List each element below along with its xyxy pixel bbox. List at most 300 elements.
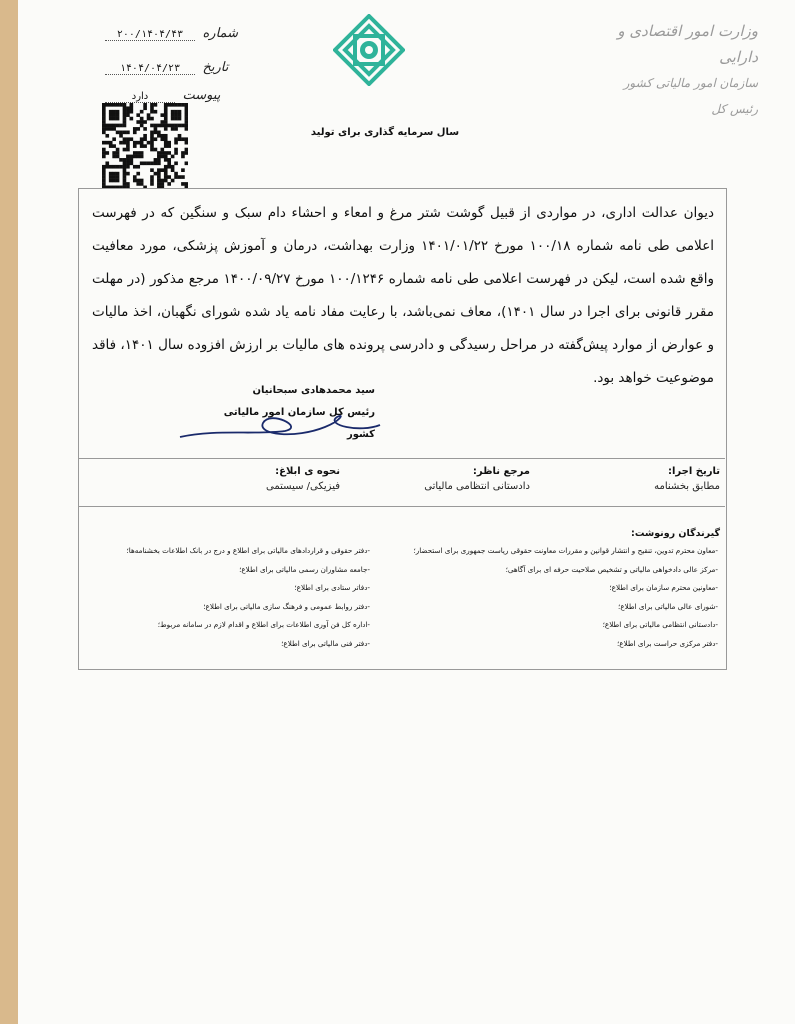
list-item: -جامعه مشاوران رسمی مالیاتی برای اطلاع؛ [239, 564, 370, 574]
qr-module [102, 113, 106, 117]
qr-module [130, 110, 134, 114]
qr-module [136, 120, 140, 124]
qr-module [136, 151, 140, 155]
qr-module [157, 175, 161, 179]
qr-module [119, 131, 123, 135]
qr-module [171, 165, 175, 169]
qr-module [123, 182, 127, 186]
qr-module [136, 141, 140, 145]
qr-module [157, 168, 161, 172]
qr-module [116, 124, 120, 128]
qr-module [157, 172, 161, 176]
letter-attachment-field [105, 88, 220, 103]
qr-module [178, 124, 182, 128]
qr-module [133, 151, 137, 155]
qr-module [164, 144, 168, 148]
qr-module [112, 144, 116, 148]
qr-module [133, 127, 137, 131]
qr-module [154, 161, 158, 165]
qr-module [185, 182, 188, 186]
qr-module [130, 117, 134, 121]
qr-code [102, 103, 188, 189]
qr-module [112, 137, 116, 141]
qr-module [109, 165, 113, 169]
qr-module [116, 103, 120, 107]
list-item: -مرکز عالی دادخواهی مالیاتی و تشخیص صلاحیت حرفه ای برای آگاهی؛ [505, 564, 718, 574]
ministry-heading [596, 18, 758, 122]
qr-module [154, 110, 158, 114]
qr-module [109, 141, 113, 145]
qr-module [105, 103, 109, 107]
qr-module [164, 137, 168, 141]
qr-module [126, 165, 130, 169]
qr-module [130, 137, 134, 141]
qr-module [126, 113, 130, 117]
qr-module [167, 158, 171, 162]
qr-module [164, 172, 168, 176]
qr-module [136, 179, 140, 183]
qr-module [133, 144, 137, 148]
qr-module [157, 134, 161, 138]
qr-module [126, 144, 130, 148]
qr-module [119, 141, 123, 145]
letter-attachment-value: دارد [105, 91, 175, 103]
qr-module [185, 137, 188, 141]
qr-module [109, 175, 113, 179]
qr-module [147, 113, 151, 117]
letter-date-value: ۱۴۰۴/۰۴/۲۳ [105, 63, 195, 75]
qr-module [160, 124, 164, 128]
qr-module [171, 103, 175, 107]
qr-module [150, 117, 154, 121]
qr-module [167, 144, 171, 148]
qr-module [174, 103, 178, 107]
qr-module [140, 182, 144, 186]
qr-module [150, 161, 154, 165]
qr-module [109, 117, 113, 121]
qr-module [140, 161, 144, 165]
qr-module [171, 179, 175, 183]
qr-module [102, 155, 106, 159]
qr-module [112, 117, 116, 121]
qr-module [150, 148, 154, 152]
qr-module [181, 155, 185, 159]
qr-module [157, 182, 161, 186]
qr-module [185, 141, 188, 145]
qr-module [147, 117, 151, 121]
qr-module [160, 182, 164, 186]
qr-module [185, 127, 188, 131]
qr-module [171, 124, 175, 128]
ministry-name: وزارت امور اقتصادی و دارایی [617, 22, 758, 66]
qr-module [123, 117, 127, 121]
qr-module [112, 127, 116, 131]
qr-module [185, 117, 188, 121]
qr-module [181, 168, 185, 172]
qr-module [109, 124, 113, 128]
qr-module [143, 120, 147, 124]
qr-module [174, 113, 178, 117]
qr-module [143, 106, 147, 110]
qr-module [181, 137, 185, 141]
qr-module [119, 134, 123, 138]
qr-module [105, 165, 109, 169]
qr-module [102, 120, 106, 124]
qr-module [140, 120, 144, 124]
qr-module [126, 106, 130, 110]
qr-module [116, 151, 120, 155]
qr-module [102, 165, 106, 169]
qr-module [160, 151, 164, 155]
qr-module [154, 103, 158, 107]
qr-module [116, 117, 120, 121]
qr-module [140, 117, 144, 121]
qr-module [143, 137, 147, 141]
qr-module [136, 113, 140, 117]
recipients-right-list [380, 542, 718, 653]
qr-module [123, 158, 127, 162]
tax-organization-logo-icon [333, 14, 405, 86]
qr-module [171, 127, 175, 131]
qr-module [102, 168, 106, 172]
qr-module [181, 175, 185, 179]
qr-module [171, 168, 175, 172]
qr-module [116, 172, 120, 176]
qr-module [185, 110, 188, 114]
qr-module [136, 165, 140, 169]
qr-module [102, 172, 106, 176]
qr-module [119, 165, 123, 169]
qr-module [102, 127, 106, 131]
qr-module [112, 155, 116, 159]
qr-module [154, 172, 158, 176]
qr-module [160, 134, 164, 138]
qr-module [143, 103, 147, 107]
list-item: -اداره کل فن آوری اطلاعات برای اطلاع و اقدام لازم در سامانه مربوط؛ [157, 620, 370, 629]
qr-module [160, 155, 164, 159]
qr-module [112, 113, 116, 117]
exec-date-cell [560, 466, 720, 492]
qr-module [116, 179, 120, 183]
qr-module [171, 110, 175, 114]
qr-module [105, 124, 109, 128]
qr-module [116, 165, 120, 169]
qr-module [167, 161, 171, 165]
qr-module [157, 161, 161, 165]
qr-module [164, 151, 168, 155]
qr-module [116, 155, 120, 159]
qr-module [164, 155, 168, 159]
qr-module [116, 131, 120, 135]
qr-module [164, 179, 168, 183]
qr-module [112, 175, 116, 179]
letter-date-field [105, 60, 228, 75]
qr-module [123, 148, 127, 152]
authority-label: مرجع ناظر: [472, 466, 530, 477]
exec-date-value: مطابق بخشنامه [654, 481, 720, 492]
qr-module [147, 141, 151, 145]
qr-module [157, 179, 161, 183]
recipients-title: گیرندگان رونوشت: [631, 528, 720, 539]
qr-module [102, 182, 106, 186]
qr-module [102, 117, 106, 121]
qr-module [136, 182, 140, 186]
qr-module [160, 179, 164, 183]
qr-module [171, 113, 175, 117]
qr-module [178, 113, 182, 117]
qr-module [102, 151, 106, 155]
qr-module [140, 155, 144, 159]
qr-module [147, 161, 151, 165]
qr-module [178, 134, 182, 138]
qr-module [102, 124, 106, 128]
qr-module [185, 103, 188, 107]
list-item: -دادستانی انتظامی مالیاتی برای اطلاع؛ [602, 620, 718, 629]
qr-module [112, 179, 116, 183]
qr-module [174, 172, 178, 176]
qr-module [109, 179, 113, 183]
qr-module [126, 131, 130, 135]
qr-module [102, 141, 106, 145]
qr-module [181, 124, 185, 128]
qr-module [133, 155, 137, 159]
qr-module [130, 103, 134, 107]
qr-module [140, 141, 144, 145]
qr-module [164, 134, 168, 138]
qr-module [102, 175, 106, 179]
qr-module [143, 134, 147, 138]
qr-module [133, 165, 137, 169]
qr-module [123, 161, 127, 165]
qr-module [164, 120, 168, 124]
qr-module [164, 106, 168, 110]
qr-module [164, 110, 168, 114]
qr-module [150, 137, 154, 141]
qr-module [157, 151, 161, 155]
qr-module [119, 158, 123, 162]
qr-module [150, 175, 154, 179]
qr-module [181, 103, 185, 107]
qr-module [150, 131, 154, 135]
qr-module [174, 151, 178, 155]
qr-module [150, 110, 154, 114]
qr-module [178, 117, 182, 121]
qr-module [174, 124, 178, 128]
qr-module [105, 151, 109, 155]
qr-module [154, 137, 158, 141]
qr-module [102, 148, 106, 152]
qr-module [160, 148, 164, 152]
qr-module [133, 179, 137, 183]
qr-module [109, 103, 113, 107]
list-item: -دفتر فنی مالیاتی برای اطلاع؛ [281, 638, 370, 648]
qr-module [140, 144, 144, 148]
qr-module [112, 103, 116, 107]
qr-module [181, 151, 185, 155]
qr-module [150, 106, 154, 110]
signer-title: رئیس کل سازمان امور مالیاتی کشور [223, 407, 375, 440]
qr-module [109, 110, 113, 114]
qr-module [157, 124, 161, 128]
qr-module [112, 110, 116, 114]
qr-module [109, 127, 113, 131]
qr-module [105, 134, 109, 138]
qr-module [126, 155, 130, 159]
qr-module [130, 161, 134, 165]
qr-module [143, 161, 147, 165]
qr-module [150, 141, 154, 145]
qr-module [174, 137, 178, 141]
qr-module [164, 124, 168, 128]
qr-module [123, 141, 127, 145]
authority-value: دادستانی انتظامی مالیاتی [424, 481, 530, 492]
qr-module [167, 165, 171, 169]
qr-module [178, 137, 182, 141]
qr-module [150, 134, 154, 138]
qr-module [150, 179, 154, 183]
qr-module [154, 148, 158, 152]
qr-module [123, 175, 127, 179]
qr-module [150, 168, 154, 172]
list-item: -معاون محترم تدوین، تنقیح و انتشار قوانین و مقررات معاونت حقوقی ریاست جمهوری برای استحضار؛ [413, 546, 718, 555]
qr-module [126, 158, 130, 162]
qr-module [123, 120, 127, 124]
qr-module [109, 144, 113, 148]
qr-module [126, 110, 130, 114]
list-item: -دفتر مرکزی حراست برای اطلاع؛ [617, 638, 718, 648]
notify-value: فیزیکی/ سیستمی [266, 481, 340, 492]
qr-module [133, 131, 137, 135]
qr-module [116, 148, 120, 152]
qr-module [164, 127, 168, 131]
qr-module [123, 172, 127, 176]
qr-module [123, 131, 127, 135]
qr-module [150, 182, 154, 186]
qr-module [178, 110, 182, 114]
qr-module [136, 172, 140, 176]
qr-module [178, 103, 182, 107]
qr-module [123, 113, 127, 117]
qr-module [119, 124, 123, 128]
qr-module [174, 110, 178, 114]
qr-module [154, 158, 158, 162]
qr-module [136, 155, 140, 159]
qr-module [185, 148, 188, 152]
qr-module [130, 106, 134, 110]
list-item: -دفتر حقوقی و قراردادهای مالیاتی برای اطلاع و درج در بانک اطلاعات بخشنامه‌ها؛ [126, 546, 370, 555]
qr-module [164, 141, 168, 145]
qr-module [126, 172, 130, 176]
qr-module [112, 165, 116, 169]
qr-module [140, 124, 144, 128]
qr-module [164, 158, 168, 162]
qr-module [174, 161, 178, 165]
qr-module [164, 103, 168, 107]
qr-module [133, 175, 137, 179]
qr-module [167, 103, 171, 107]
qr-module [133, 141, 137, 145]
qr-module [130, 155, 134, 159]
notify-cell [170, 466, 340, 492]
qr-module [174, 117, 178, 121]
list-item: -دفاتر ستادی برای اطلاع؛ [294, 583, 370, 592]
qr-module [123, 137, 127, 141]
qr-module [123, 168, 127, 172]
qr-module [181, 182, 185, 186]
qr-module [167, 124, 171, 128]
info-top-divider [78, 458, 725, 459]
qr-module [160, 120, 164, 124]
qr-module [157, 155, 161, 159]
qr-module [112, 124, 116, 128]
qr-module [126, 137, 130, 141]
qr-module [174, 141, 178, 145]
qr-module [185, 113, 188, 117]
qr-module [167, 182, 171, 186]
qr-module [150, 124, 154, 128]
info-bottom-divider [78, 506, 725, 507]
qr-module [164, 117, 168, 121]
qr-module [185, 120, 188, 124]
qr-module [174, 148, 178, 152]
qr-module [116, 113, 120, 117]
qr-module [102, 131, 106, 135]
qr-module [171, 117, 175, 121]
qr-module [157, 131, 161, 135]
organization-name: سازمان امور مالیاتی کشور [623, 76, 758, 90]
qr-module [167, 151, 171, 155]
qr-module [102, 106, 106, 110]
qr-module [102, 179, 106, 183]
qr-module [123, 179, 127, 183]
qr-module [112, 151, 116, 155]
qr-module [102, 103, 106, 107]
qr-module [105, 141, 109, 145]
qr-module [185, 106, 188, 110]
qr-module [102, 110, 106, 114]
qr-module [164, 165, 168, 169]
qr-module [160, 168, 164, 172]
qr-module [123, 124, 127, 128]
qr-module [140, 110, 144, 114]
qr-module [164, 168, 168, 172]
authority-cell [360, 466, 530, 492]
qr-module [123, 103, 127, 107]
qr-module [160, 113, 164, 117]
qr-module [143, 144, 147, 148]
qr-module [140, 137, 144, 141]
signer-name: سید محمدهادی سبحانیان [252, 385, 375, 396]
qr-module [116, 175, 120, 179]
year-slogan: سال سرمایه گذاری برای تولید [310, 127, 460, 138]
qr-module [167, 175, 171, 179]
list-item: -شورای عالی مالیاتی برای اطلاع؛ [618, 601, 718, 611]
qr-module [154, 127, 158, 131]
qr-module [150, 103, 154, 107]
qr-module [126, 141, 130, 145]
qr-module [164, 113, 168, 117]
qr-module [154, 124, 158, 128]
list-item: -معاونین محترم سازمان برای اطلاع؛ [609, 583, 718, 592]
letter-number-label: شماره [202, 26, 238, 41]
list-item: -دفتر روابط عمومی و فرهنگ سازی مالیاتی برای اطلاع؛ [203, 601, 370, 611]
qr-module [119, 103, 123, 107]
qr-module [109, 113, 113, 117]
qr-module [143, 127, 147, 131]
qr-module [164, 175, 168, 179]
qr-module [112, 172, 116, 176]
qr-module [174, 175, 178, 179]
